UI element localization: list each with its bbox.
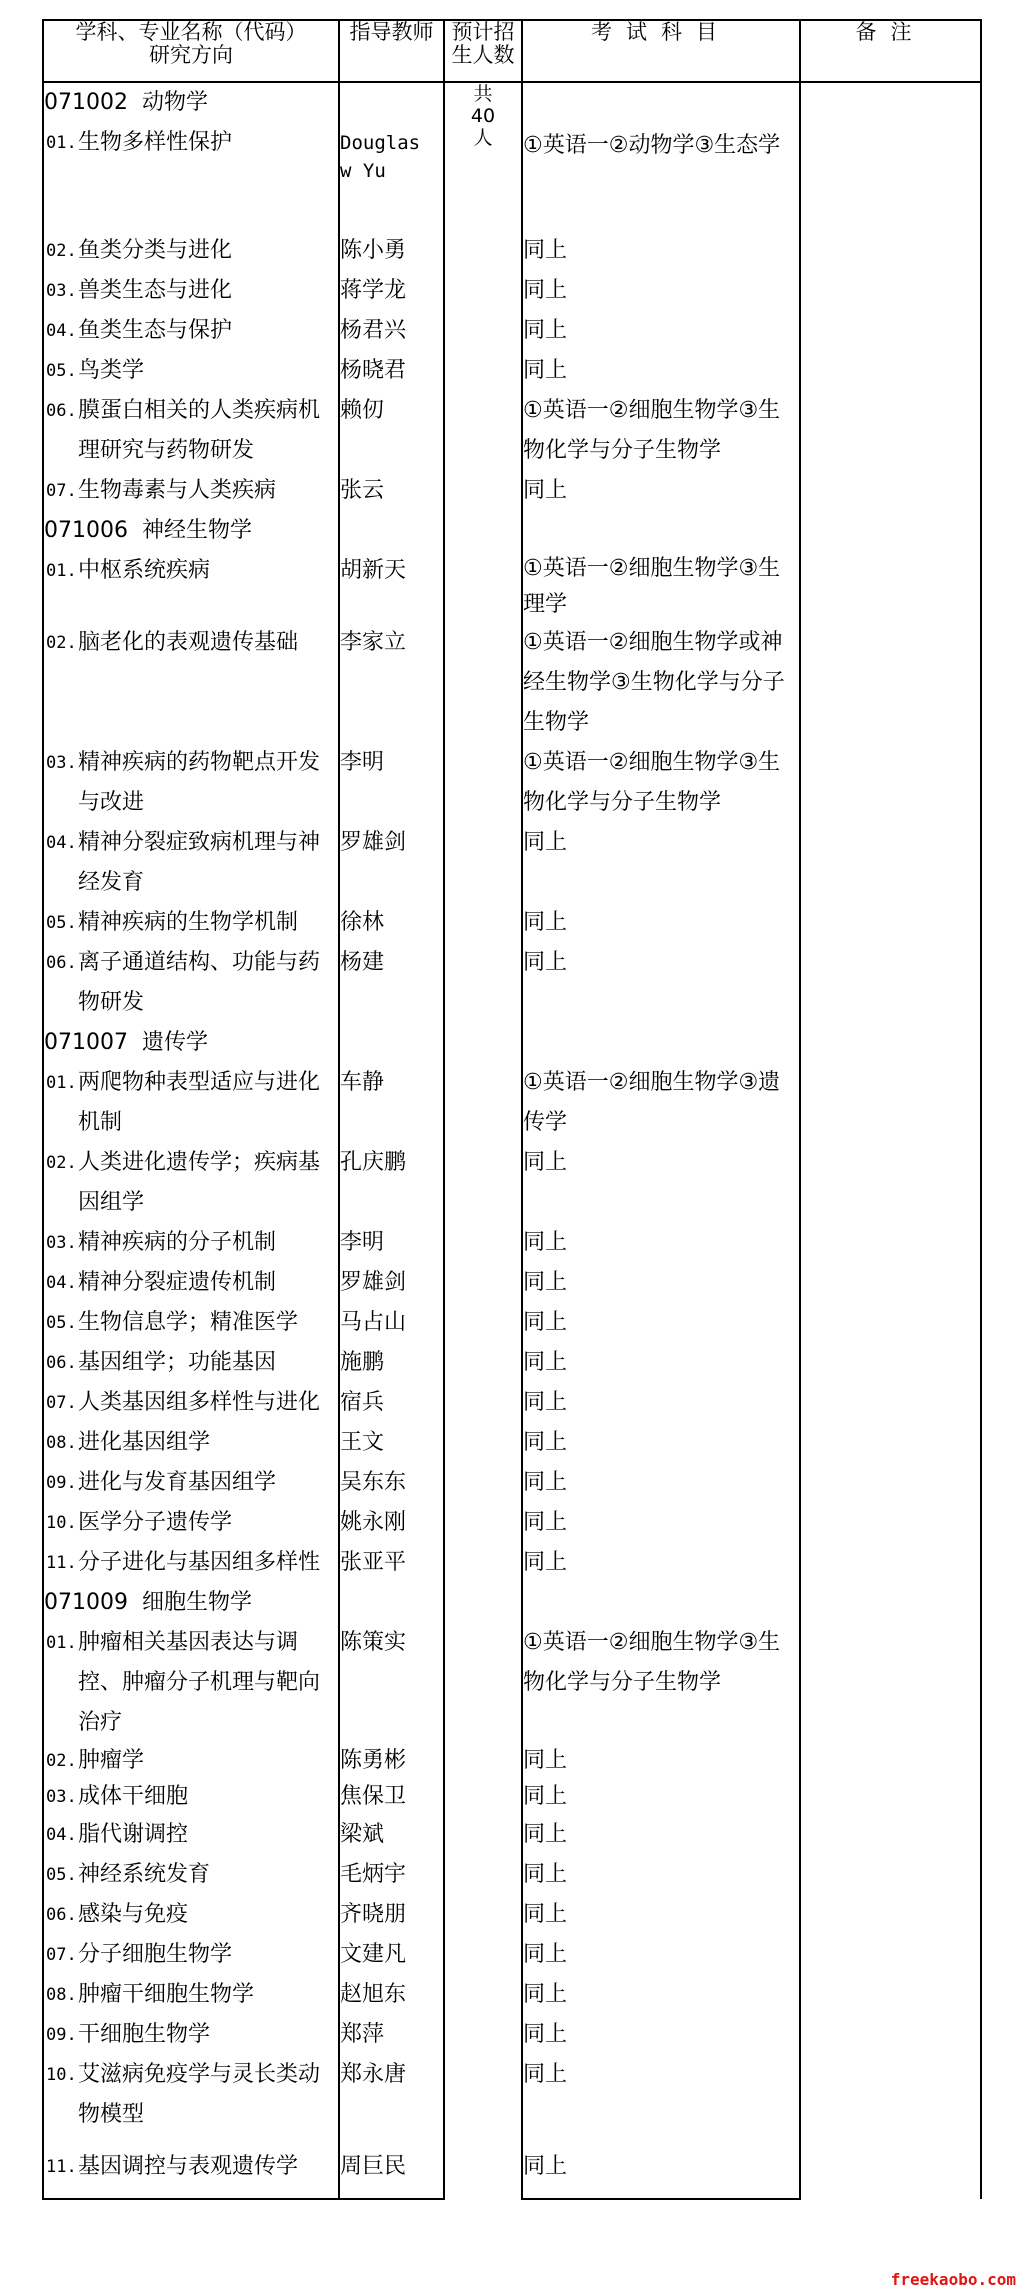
table-row: 10.医学分子遗传学 姚永刚 同上 (43, 1503, 981, 1543)
table-row: 07.分子细胞生物学 文建凡 同上 (43, 1935, 981, 1975)
section-row: 071009 细胞生物学 (43, 1583, 981, 1623)
table-row: 06.膜蛋白相关的人类疾病机理研究与药物研发 赖仞 ①英语一②细胞生物学③生物化学与分子生物学 (43, 391, 981, 471)
table-row: 03.成体干细胞 焦保卫 同上 (43, 1779, 981, 1815)
header-discipline: 学科、专业名称（代码） 研究方向 (43, 20, 339, 82)
table-row: 05.生物信息学；精准医学 马占山 同上 (43, 1303, 981, 1343)
table-row: 02.肿瘤学 陈勇彬 同上 (43, 1743, 981, 1779)
table-row: 05.精神疾病的生物学机制 徐林 同上 (43, 903, 981, 943)
section-row: 071006 神经生物学 (43, 511, 981, 551)
table-row: 03.精神疾病的分子机制 李明 同上 (43, 1223, 981, 1263)
table-row: 04.鱼类生态与保护 杨君兴 同上 (43, 311, 981, 351)
section-row: 071007 遗传学 (43, 1023, 981, 1063)
table-row: 08.肿瘤干细胞生物学 赵旭东 同上 (43, 1975, 981, 2015)
table-row: 04.精神分裂症遗传机制 罗雄剑 同上 (43, 1263, 981, 1303)
admissions-table (42, 19, 982, 2200)
header-row (43, 20, 981, 82)
table-row: 07.人类基因组多样性与进化 宿兵 同上 (43, 1383, 981, 1423)
table-row: 04.脂代谢调控 梁斌 同上 (43, 1815, 981, 1855)
table-row: 01.两爬物种表型适应与进化机制 车静 ①英语一②细胞生物学③遗传学 (43, 1063, 981, 1143)
table-row: 09.干细胞生物学 郑萍 同上 (43, 2015, 981, 2055)
table-row: 11.分子进化与基因组多样性 张亚平 同上 (43, 1543, 981, 1583)
table-row: 06.感染与免疫 齐晓朋 同上 (43, 1895, 981, 1935)
table-row: 06.基因组学；功能基因 施鹏 同上 (43, 1343, 981, 1383)
watermark: freekaobo.com (890, 2270, 1016, 2289)
table-row: 02.人类进化遗传学；疾病基因组学 孔庆鹏 同上 (43, 1143, 981, 1223)
table-row: 01.中枢系统疾病 胡新天 ①英语一②细胞生物学③生理学 (43, 551, 981, 623)
table-row: 05.鸟类学 杨晓君 同上 (43, 351, 981, 391)
table-row: 08.进化基因组学 王文 同上 (43, 1423, 981, 1463)
header-tutor: 指导教师 (339, 20, 444, 82)
table-row: 01.生物多样性保护 Douglas w Yu ①英语一②动物学③生态学 (43, 123, 981, 231)
table-row: 05.神经系统发育 毛炳宇 同上 (43, 1855, 981, 1895)
table-row: 06.离子通道结构、功能与药物研发 杨建 同上 (43, 943, 981, 1023)
remarks-cell (800, 82, 981, 2199)
quota-cell: 共 40 人 (444, 82, 522, 2199)
header-quota: 预计招 生人数 (444, 20, 522, 82)
table-row: 03.兽类生态与进化 蒋学龙 同上 (43, 271, 981, 311)
table-row: 02.脑老化的表观遗传基础 李家立 ①英语一②细胞生物学或神经生物学③生物化学与分子生物学 (43, 623, 981, 743)
table-row: 10.艾滋病免疫学与灵长类动物模型 郑永唐 同上 (43, 2055, 981, 2135)
table-row: 03.精神疾病的药物靶点开发与改进 李明 ①英语一②细胞生物学③生物化学与分子生物学 (43, 743, 981, 823)
table-row: 09.进化与发育基因组学 吴东东 同上 (43, 1463, 981, 1503)
header-remarks: 备注 (800, 20, 981, 82)
table-row: 04.精神分裂症致病机理与神经发育 罗雄剑 同上 (43, 823, 981, 903)
table-row: 01.肿瘤相关基因表达与调控、肿瘤分子机理与靶向治疗 陈策实 ①英语一②细胞生物学③生物化学与分子生物学 (43, 1623, 981, 1743)
table-row: 07.生物毒素与人类疾病 张云 同上 (43, 471, 981, 511)
table-row: 02.鱼类分类与进化 陈小勇 同上 (43, 231, 981, 271)
header-exam-subjects: 考试科目 (522, 20, 800, 82)
table-row: 11.基因调控与表观遗传学 周巨民 同上 (43, 2135, 981, 2199)
section-row: 071002 动物学 共 40 人 (43, 82, 981, 123)
